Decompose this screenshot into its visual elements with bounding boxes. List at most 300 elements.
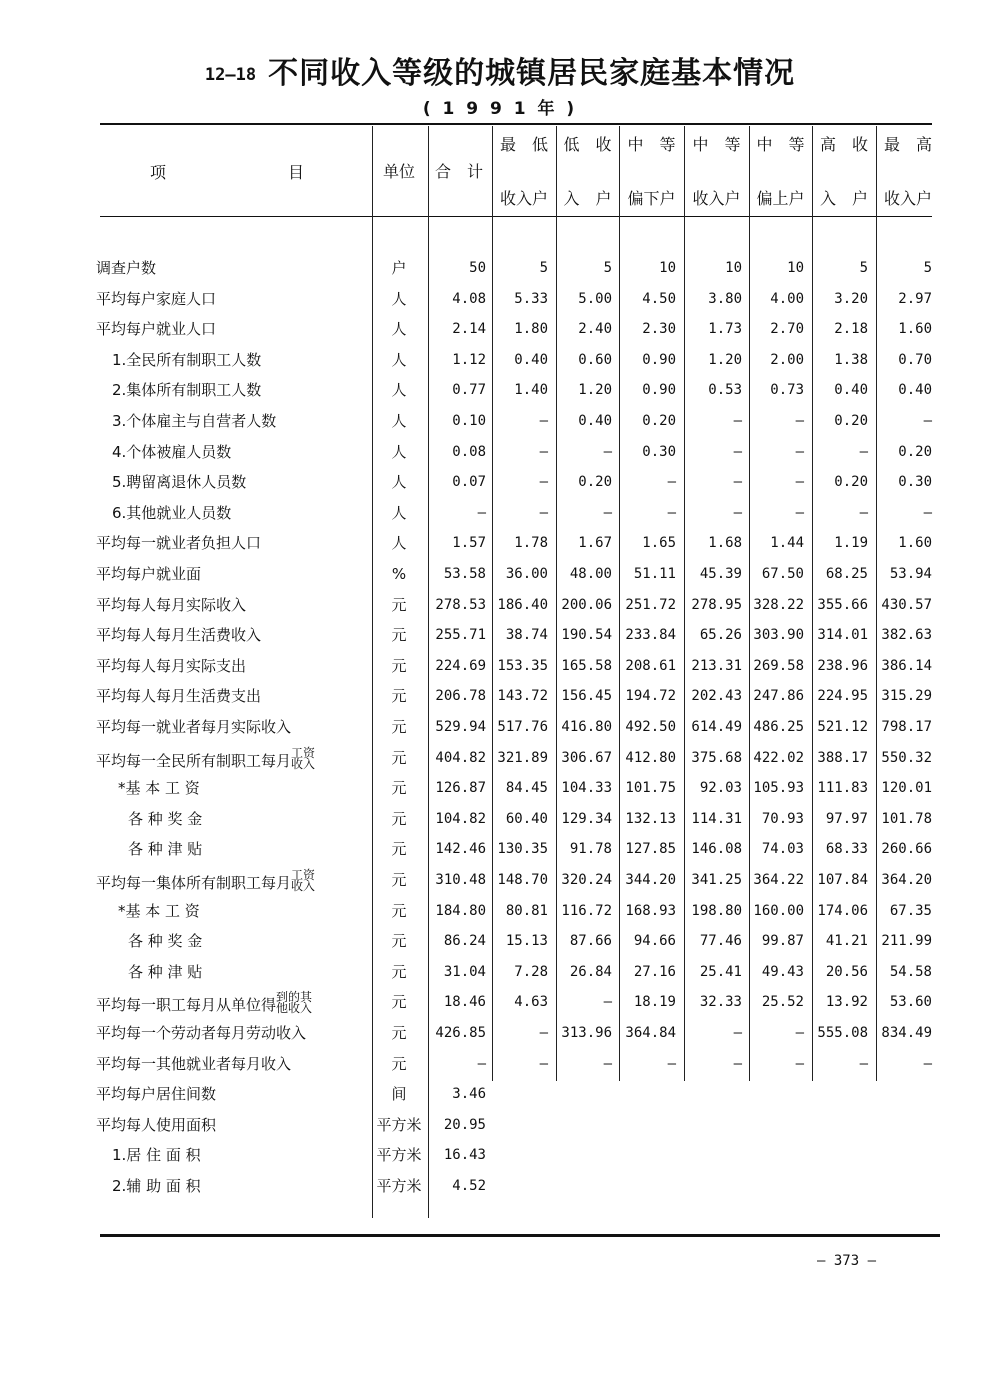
group-header-bottom: 入 户 <box>563 189 612 208</box>
row-label-text: 平均每人使用面积 <box>96 1115 217 1134</box>
row-value: 1.40 <box>514 382 548 399</box>
row-value: 315.29 <box>881 688 932 705</box>
year-subtitle: ( 1 9 9 1 年 ) <box>422 99 578 119</box>
row-label-text: 平均每一就业者负担人口 <box>96 534 262 553</box>
row-label-text: 平均每人每月生活费支出 <box>96 687 262 706</box>
table-row <box>0 1115 1000 1146</box>
row-value: 306.67 <box>561 749 612 766</box>
row-value: 68.25 <box>825 566 868 582</box>
row-label <box>96 686 261 706</box>
table-row <box>0 350 1000 381</box>
row-value: 375.68 <box>691 749 742 766</box>
top-rule <box>100 123 932 125</box>
row-value: 1.78 <box>514 535 548 552</box>
row-value: 186.40 <box>497 596 548 613</box>
row-value: 60.40 <box>505 810 548 827</box>
row-value: — <box>733 474 742 491</box>
row-unit: 元 <box>391 718 407 736</box>
row-value: 50 <box>469 260 486 276</box>
row-unit: % <box>391 565 407 583</box>
row-value: 48.00 <box>569 566 612 582</box>
row-value: 25.52 <box>761 994 804 1011</box>
table-row <box>0 1023 1000 1054</box>
row-value: 53.60 <box>889 994 932 1011</box>
row-unit: 元 <box>391 687 407 706</box>
row-value: — <box>733 1055 742 1072</box>
row-value: 84.45 <box>505 780 548 797</box>
row-value: 278.53 <box>435 596 486 613</box>
row-value: 313.96 <box>561 1025 612 1041</box>
row-value: 32.33 <box>699 994 742 1011</box>
row-value: 202.43 <box>691 688 742 705</box>
row-label-suffix-line: 收入 <box>291 879 316 893</box>
row-value: 3.20 <box>834 290 868 307</box>
row-label-text: 平均每人每月实际支出 <box>96 656 247 675</box>
row-value: 36.00 <box>505 566 548 582</box>
row-value: 156.45 <box>561 688 612 705</box>
row-value: 184.80 <box>435 902 486 919</box>
row-value: 1.20 <box>578 382 612 399</box>
row-value: 430.57 <box>881 596 932 613</box>
table-row <box>0 625 1000 656</box>
row-label-text: 平均每户就业面 <box>96 565 202 583</box>
row-value: 111.83 <box>817 780 868 797</box>
row-value: 86.24 <box>443 933 486 950</box>
row-label <box>118 901 200 921</box>
row-value: 269.58 <box>753 657 804 674</box>
row-value: 341.25 <box>691 872 742 888</box>
row-label-text: *基 本 工 资 <box>118 901 200 920</box>
row-value: 142.46 <box>435 841 486 858</box>
row-value: 97.97 <box>825 810 868 827</box>
row-value: — <box>733 413 742 429</box>
row-label-text: 平均每一个劳动者每月劳动收入 <box>96 1024 307 1042</box>
row-unit: 人 <box>391 534 407 553</box>
row-value: 233.84 <box>625 627 676 644</box>
row-unit: 人 <box>391 442 407 461</box>
row-label <box>96 533 261 553</box>
row-label-text: 各 种 津 贴 <box>128 840 203 859</box>
row-value: 174.06 <box>817 902 868 919</box>
row-value: 3.46 <box>452 1086 486 1103</box>
row-value: 10 <box>659 260 676 276</box>
row-label-text: 6.其他就业人员数 <box>112 503 232 522</box>
row-value: 2.40 <box>578 321 612 338</box>
row-label-text: *基 本 工 资 <box>118 779 200 798</box>
row-value: 0.07 <box>452 474 486 491</box>
row-value: 303.90 <box>753 627 804 644</box>
row-value: 127.85 <box>625 841 676 858</box>
row-value: 53.58 <box>443 566 486 582</box>
row-value: 798.17 <box>881 719 932 735</box>
row-unit: 平方米 <box>376 1177 422 1195</box>
row-value: 0.40 <box>578 413 612 429</box>
row-value: 492.50 <box>625 719 676 735</box>
row-label <box>96 319 216 339</box>
row-label-suffix-line: 他收入 <box>276 1001 313 1016</box>
row-value: 107.84 <box>817 872 868 888</box>
row-label-text: 各 种 津 贴 <box>128 962 203 981</box>
row-unit: 元 <box>391 779 407 798</box>
table-row <box>0 411 1000 442</box>
table-number: 12—18 <box>204 65 257 85</box>
row-value: 10 <box>787 260 804 276</box>
row-label-text: 平均每一全民所有制职工每月 <box>96 751 292 770</box>
row-value: 0.30 <box>642 443 676 460</box>
row-value: 20.95 <box>443 1116 486 1133</box>
row-value: 91.78 <box>569 841 612 858</box>
row-value: 114.31 <box>691 810 742 827</box>
row-unit: 人 <box>391 381 407 400</box>
row-value: 27.16 <box>633 963 676 980</box>
group-header-top: 最 高 <box>883 135 932 154</box>
row-label <box>118 778 200 798</box>
row-value: 68.33 <box>825 841 868 858</box>
row-value: 2.14 <box>452 321 486 338</box>
row-value: 87.66 <box>569 933 612 950</box>
row-value: 2.97 <box>898 290 932 307</box>
header-item-b: 目 <box>288 163 305 182</box>
row-value: 0.30 <box>898 474 932 491</box>
row-value: 364.84 <box>625 1025 676 1041</box>
row-value: 364.22 <box>753 872 804 888</box>
row-label <box>96 258 156 278</box>
row-label-text: 平均每一集体所有制职工每月 <box>96 874 292 892</box>
row-value: — <box>539 1055 548 1072</box>
table-row <box>0 503 1000 534</box>
row-value: 77.46 <box>699 933 742 950</box>
row-value: 255.71 <box>435 627 486 644</box>
table-row <box>0 839 1000 870</box>
table-row <box>0 992 1000 1023</box>
row-value: 1.19 <box>834 535 868 552</box>
row-label <box>96 1023 306 1043</box>
row-value: 260.66 <box>881 841 932 858</box>
row-value: 412.80 <box>625 749 676 766</box>
page-number: — 373 — <box>817 1253 877 1269</box>
row-value: 132.13 <box>625 810 676 827</box>
row-label-suffix-line: 到的其 <box>276 990 313 1005</box>
row-value: — <box>603 504 612 521</box>
row-unit: 元 <box>391 656 407 675</box>
row-value: 0.10 <box>452 413 486 429</box>
row-unit: 户 <box>391 259 407 277</box>
row-value: 0.08 <box>452 443 486 460</box>
row-unit: 元 <box>391 871 407 889</box>
row-label <box>128 809 202 829</box>
row-value: — <box>539 474 548 491</box>
group-header-top: 中 等 <box>756 135 805 154</box>
row-value: 0.77 <box>452 382 486 399</box>
row-label-text: 4.个体被雇人员数 <box>112 442 232 461</box>
row-value: 5 <box>859 260 868 276</box>
row-label-text: 平均每人每月生活费收入 <box>96 626 262 645</box>
row-value: 0.73 <box>770 382 804 399</box>
row-value: 65.26 <box>699 627 742 644</box>
row-label-text: 平均每人每月实际收入 <box>96 595 247 614</box>
row-value: — <box>539 504 548 521</box>
row-value: 4.50 <box>642 290 676 307</box>
row-label-text: 平均每一其他就业者每月收入 <box>96 1054 292 1073</box>
row-unit: 元 <box>391 626 407 645</box>
row-value: 4.00 <box>770 290 804 307</box>
row-label-text: 平均每一就业者每月实际收入 <box>96 718 292 736</box>
row-label <box>96 289 216 309</box>
row-value: — <box>923 1055 932 1072</box>
table-row <box>0 380 1000 411</box>
row-label <box>112 472 246 492</box>
table-row <box>0 686 1000 717</box>
row-unit: 人 <box>391 412 407 430</box>
row-value: — <box>667 474 676 491</box>
row-label-text: 2.集体所有制职工人数 <box>112 381 262 400</box>
row-value: 517.76 <box>497 719 548 735</box>
row-value: 2.70 <box>770 321 804 338</box>
row-value: 13.92 <box>825 994 868 1011</box>
group-header-bottom: 收入户 <box>692 189 741 208</box>
row-value: 382.63 <box>881 627 932 644</box>
row-value: — <box>795 413 804 429</box>
row-value: 278.95 <box>691 596 742 613</box>
row-label <box>96 870 315 893</box>
row-value: 1.67 <box>578 535 612 552</box>
row-value: 211.99 <box>881 933 932 950</box>
row-value: — <box>795 1055 804 1072</box>
row-value: 104.33 <box>561 780 612 797</box>
row-value: — <box>603 443 612 460</box>
row-value: 0.90 <box>642 382 676 399</box>
row-value: 53.94 <box>889 566 932 582</box>
row-value: 198.80 <box>691 902 742 919</box>
row-value: 49.43 <box>761 963 804 980</box>
row-value: 355.66 <box>817 596 868 613</box>
row-value: 1.38 <box>834 351 868 368</box>
row-value: 1.20 <box>708 351 742 368</box>
row-value: 168.93 <box>625 902 676 919</box>
row-label <box>112 503 231 523</box>
row-value: 0.20 <box>642 413 676 429</box>
table-row <box>0 656 1000 687</box>
row-value: 92.03 <box>699 780 742 797</box>
row-unit: 人 <box>391 350 407 369</box>
row-value: 0.90 <box>642 351 676 368</box>
row-value: 426.85 <box>435 1025 486 1041</box>
row-value: 4.52 <box>452 1178 486 1194</box>
header-total: 合 计 <box>434 162 483 181</box>
row-label <box>128 931 202 951</box>
row-label-text: 调查户数 <box>96 259 157 277</box>
row-value: 41.21 <box>825 933 868 950</box>
row-value: 386.14 <box>881 657 932 674</box>
row-value: 0.20 <box>834 413 868 429</box>
row-value: 165.58 <box>561 657 612 674</box>
row-value: 99.87 <box>761 933 804 950</box>
row-value: 16.43 <box>443 1147 486 1164</box>
row-value: 416.80 <box>561 719 612 735</box>
table-row <box>0 809 1000 840</box>
row-value: — <box>477 1055 486 1072</box>
row-value: 238.96 <box>817 657 868 674</box>
row-value: 18.46 <box>443 994 486 1011</box>
row-unit: 元 <box>391 1024 407 1042</box>
row-value: 101.78 <box>881 810 932 827</box>
row-unit: 元 <box>391 993 407 1012</box>
row-unit: 间 <box>391 1085 407 1104</box>
table-row <box>0 1084 1000 1115</box>
row-value: 126.87 <box>435 780 486 797</box>
row-value: — <box>859 443 868 460</box>
row-value: 143.72 <box>497 688 548 705</box>
row-value: 251.72 <box>625 596 676 613</box>
row-value: 104.82 <box>435 810 486 827</box>
row-unit: 人 <box>391 320 407 339</box>
row-value: 208.61 <box>625 657 676 674</box>
row-unit: 元 <box>391 1054 407 1073</box>
row-value: 1.60 <box>898 321 932 338</box>
header-unit: 单位 <box>382 162 415 181</box>
table-row <box>0 319 1000 350</box>
row-value: 422.02 <box>753 749 804 766</box>
row-value: 0.53 <box>708 382 742 399</box>
row-label-suffix <box>291 745 316 771</box>
row-label <box>96 564 201 584</box>
row-value: 200.06 <box>561 596 612 613</box>
table-row <box>0 258 1000 289</box>
row-value: 247.86 <box>753 688 804 705</box>
row-unit: 元 <box>391 901 407 920</box>
row-value: 120.01 <box>881 780 932 797</box>
row-value: 190.54 <box>561 627 612 644</box>
row-value: 2.00 <box>770 351 804 368</box>
row-value: 70.93 <box>761 810 804 827</box>
row-value: 388.17 <box>817 749 868 766</box>
row-value: — <box>733 443 742 460</box>
row-label <box>112 380 261 400</box>
row-label <box>96 1054 291 1074</box>
row-value: 105.93 <box>753 780 804 797</box>
group-header-top: 低 收 <box>563 135 612 154</box>
row-value: 148.70 <box>497 872 548 888</box>
row-label <box>96 595 246 615</box>
row-value: 5 <box>603 260 612 276</box>
row-value: 5 <box>923 260 932 276</box>
row-value: 213.31 <box>691 657 742 674</box>
row-value: 0.20 <box>898 443 932 460</box>
row-value: 529.94 <box>435 719 486 735</box>
row-value: — <box>859 1055 868 1072</box>
row-label <box>96 992 312 1015</box>
row-value: 0.40 <box>898 382 932 399</box>
row-value: 0.20 <box>578 474 612 491</box>
row-value: 0.20 <box>834 474 868 491</box>
row-value: 320.24 <box>561 872 612 888</box>
row-value: 224.69 <box>435 657 486 674</box>
row-value: 1.57 <box>452 535 486 552</box>
group-header-bottom: 入 户 <box>819 189 868 208</box>
row-value: 74.03 <box>761 841 804 858</box>
row-value: 0.40 <box>514 351 548 368</box>
row-value: — <box>923 504 932 521</box>
row-value: 2.18 <box>834 321 868 338</box>
table-row <box>0 564 1000 595</box>
row-value: — <box>539 1025 548 1041</box>
row-value: — <box>477 504 486 521</box>
row-label-text: 各 种 奖 金 <box>128 932 203 951</box>
row-label-suffix-line: 工资 <box>291 745 316 760</box>
row-unit: 元 <box>391 748 407 767</box>
group-header-bottom: 收入户 <box>883 189 932 208</box>
row-value: — <box>795 474 804 491</box>
row-value: 314.01 <box>817 627 868 644</box>
row-unit: 元 <box>391 595 407 614</box>
row-value: 364.20 <box>881 872 932 888</box>
row-unit: 人 <box>391 503 407 522</box>
row-value: 310.48 <box>435 872 486 888</box>
row-value: — <box>603 1055 612 1072</box>
group-header-top: 中 等 <box>692 135 741 154</box>
row-unit: 元 <box>391 932 407 951</box>
table-row <box>0 472 1000 503</box>
group-header-bottom: 偏下户 <box>627 189 676 208</box>
row-value: 1.68 <box>708 535 742 552</box>
row-unit: 平方米 <box>376 1146 422 1165</box>
group-header-top: 最 低 <box>499 135 548 154</box>
row-value: 80.81 <box>505 902 548 919</box>
row-label <box>96 1115 216 1135</box>
row-unit: 元 <box>391 809 407 828</box>
row-label <box>128 962 202 982</box>
table-row <box>0 778 1000 809</box>
row-value: 344.20 <box>625 872 676 888</box>
row-value: 3.80 <box>708 290 742 307</box>
table-row <box>0 745 1000 779</box>
row-value: 67.50 <box>761 566 804 582</box>
row-value: 31.04 <box>443 963 486 980</box>
row-value: 1.60 <box>898 535 932 552</box>
row-label-text: 1.居 住 面 积 <box>112 1146 201 1165</box>
row-value: — <box>795 504 804 521</box>
bottom-rule <box>100 1234 940 1237</box>
row-value: 0.70 <box>898 351 932 368</box>
row-unit: 人 <box>391 473 407 492</box>
row-value: — <box>733 1025 742 1041</box>
row-label-text: 平均每一职工每月从单位得 <box>96 996 277 1015</box>
row-unit: 平方米 <box>376 1115 422 1134</box>
row-unit: 人 <box>391 289 407 308</box>
row-label-text: 平均每户居住间数 <box>96 1085 217 1104</box>
row-value: 15.13 <box>505 933 548 950</box>
row-value: — <box>539 413 548 429</box>
table-row <box>0 1054 1000 1085</box>
row-value: 101.75 <box>625 780 676 797</box>
row-value: 130.35 <box>497 841 548 858</box>
row-label <box>112 411 276 431</box>
row-label <box>112 442 231 462</box>
row-label-suffix-line: 工资 <box>291 868 316 882</box>
row-value: — <box>667 1055 676 1072</box>
row-label-text: 3.个体雇主与自营者人数 <box>112 412 277 430</box>
table-row <box>0 870 1000 901</box>
row-label <box>112 350 261 370</box>
row-label <box>112 1176 201 1196</box>
row-value: 5.33 <box>514 290 548 307</box>
row-label-suffix <box>291 870 315 892</box>
row-value: 550.32 <box>881 749 932 766</box>
row-value: 1.65 <box>642 535 676 552</box>
row-label <box>112 1145 201 1165</box>
row-value: 51.11 <box>633 566 676 582</box>
table-row <box>0 289 1000 320</box>
